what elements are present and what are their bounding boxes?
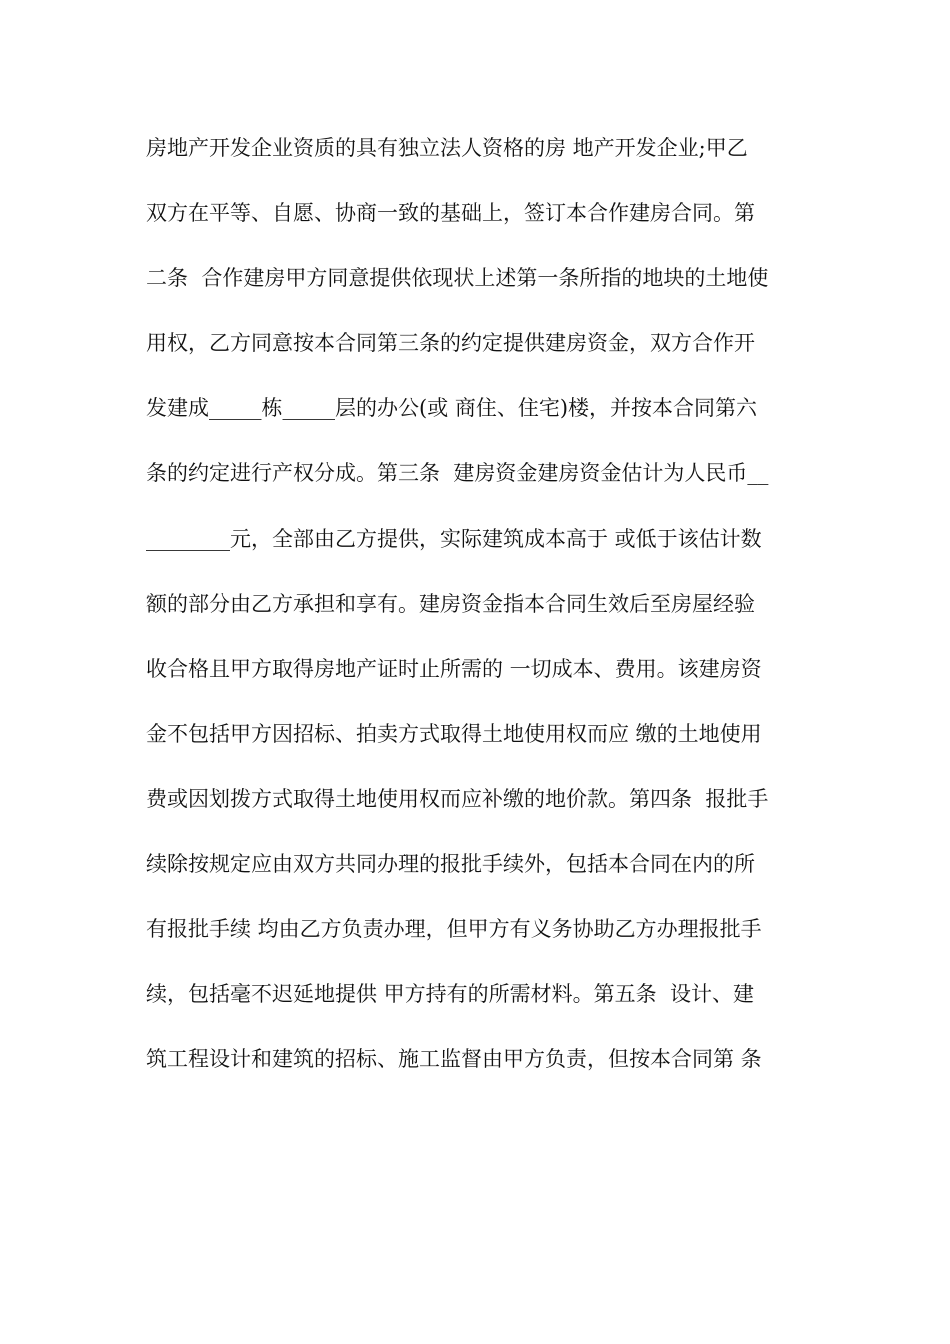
text-line: 双方在平等、自愿、协商一致的基础上，签订本合作建房合同。第 xyxy=(146,201,755,226)
text-line: 用权，乙方同意按本合同第三条的约定提供建房资金，双方合作开 xyxy=(146,331,755,356)
text-line: 条的约定进行产权分成。第三条 建房资金建房资金估计为人民币__ xyxy=(146,461,769,486)
text-line: 房地产开发企业资质的具有独立法人资格的房 地产开发企业;甲乙 xyxy=(146,136,748,160)
text-line: 费或因划拨方式取得土地使用权而应补缴的地价款。第四条 报批手 xyxy=(146,786,769,811)
text-line: 金不包括甲方因招标、拍卖方式取得土地使用权而应 缴的土地使用 xyxy=(146,721,762,746)
text-line: 续，包括毫不迟延地提供 甲方持有的所需材料。第五条 设计、建 xyxy=(146,982,755,1007)
contract-text xyxy=(146,128,806,1104)
text-line: 收合格且甲方取得房地产证时止所需的 一切成本、费用。该建房资 xyxy=(146,656,762,681)
text-line: 筑工程设计和建筑的招标、施工监督由甲方负责，但按本合同第 条 xyxy=(146,1047,762,1072)
text-line: 续除按规定应由双方共同办理的报批手续外，包括本合同在内的所 xyxy=(146,852,755,877)
text-line: 发建成_____栋_____层的办公(或 商住、住宅)楼，并按本合同第六 xyxy=(146,396,758,421)
text-line: ________元，全部由乙方提供，实际建筑成本高于 或低于该估计数 xyxy=(146,526,762,551)
text-line: 二条 合作建房甲方同意提供依现状上述第一条所指的地块的土地使 xyxy=(146,266,769,291)
text-line: 有报批手续 均由乙方负责办理，但甲方有义务协助乙方办理报批手 xyxy=(146,917,762,942)
text-line: 额的部分由乙方承担和享有。建房资金指本合同生效后至房屋经验 xyxy=(146,591,755,616)
